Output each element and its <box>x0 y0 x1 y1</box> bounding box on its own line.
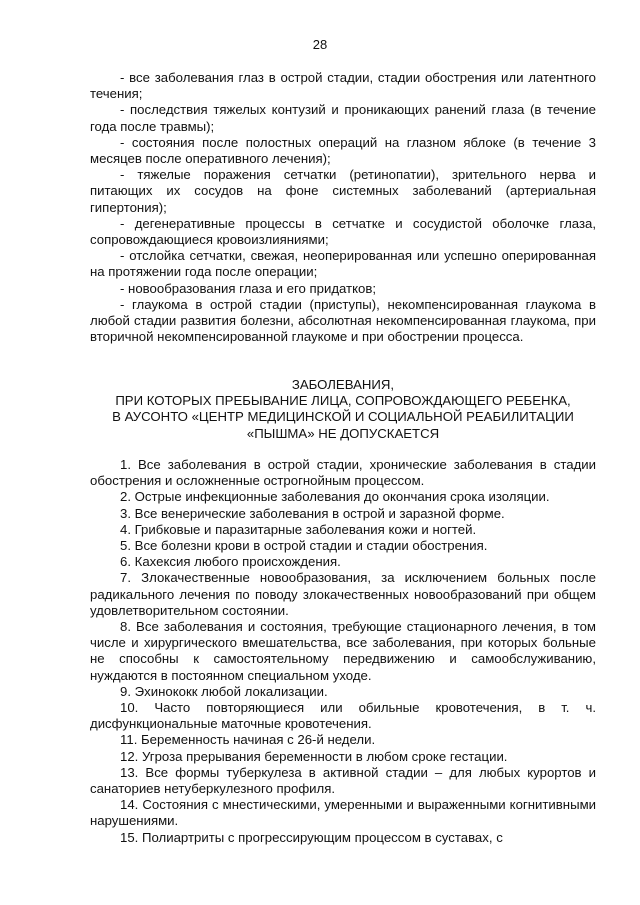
list-item: 15. Полиартриты с прогрессирующим процессом в суставах, с <box>120 829 503 845</box>
heading-line: ЗАБОЛЕВАНИЯ, <box>291 377 395 392</box>
list-item: 7. Злокачественные новообразования, за исключением больных после радикального лечения по поводу злокачественных новообразований при общем удовлетворительном состоянии. <box>90 570 596 618</box>
list-item: 3. Все венерические заболевания в острой и заразной форме. <box>120 505 505 521</box>
list-item: 2. Острые инфекционные заболевания до окончания срока изоляции. <box>120 489 550 505</box>
list-item: - отслойка сетчатки, свежая, неоперированная или успешно оперированная на протяжении года после операции; <box>90 248 596 280</box>
contraindications-eye-list <box>90 70 596 345</box>
list-item: 10. Часто повторяющиеся или обильные кровотечения, в т. ч. дисфункциональные маточные кровотечения. <box>90 700 596 732</box>
heading-line: «ПЫШМА» НЕ ДОПУСКАЕТСЯ <box>246 425 440 441</box>
list-item: - состояния после полостных операций на глазном яблоке (в течение 3 месяцев после оперативного лечения); <box>90 134 596 167</box>
list-item: 13. Все формы туберкулеза в активной стадии – для любых курортов и санаториев нетуберкулезного профиля. <box>90 764 596 797</box>
list-item: - последствия тяжелых контузий и проникающих ранений глаза (в течение года после травмы); <box>90 102 596 134</box>
list-item: 12. Угроза прерывания беременности в любом сроке гестации. <box>120 748 508 764</box>
list-item: - все заболевания глаз в острой стадии, стадии обострения или латентного течения; <box>90 70 596 102</box>
list-item: - тяжелые поражения сетчатки (ретинопатии), зрительного нерва и питающих их сосудов на фоне системных заболеваний (артериальная гипертония); <box>90 167 596 215</box>
section-heading <box>90 377 596 442</box>
list-item: 14. Состояния с мнестическими, умеренными и выраженными когнитивными нарушениями. <box>90 797 596 829</box>
list-item: 6. Кахексия любого происхождения. <box>120 554 341 570</box>
list-item: - новообразования глаза и его придатков; <box>120 280 377 296</box>
list-item: 8. Все заболевания и состояния, требующие стационарного лечения, в том числе и хирургического вмешательства, все заболевания, при которых больные не способны к самостоятельному передвижению и самообслуживанию, нуждаются в постоянном специальном уходе. <box>90 619 596 683</box>
heading-line: ПРИ КОТОРЫХ ПРЕБЫВАНИЕ ЛИЦА, СОПРОВОЖДАЮЩЕГО РЕБЕНКА, <box>115 393 571 409</box>
list-item: 1. Все заболевания в острой стадии, хронические заболевания в стадии обострения и осложненные острогнойным процессом. <box>90 457 596 489</box>
list-item: 5. Все болезни крови в острой стадии и стадии обострения. <box>120 538 488 554</box>
list-item: - глаукома в острой стадии (приступы), некомпенсированная глаукома в любой стадии развития болезни, абсолютная некомпенсированная глаукома, при вторичной некомпенсированной глаукоме и при обострении процесса. <box>90 296 596 345</box>
page-number: 28 <box>312 37 328 52</box>
heading-line: В АУСОНТО «ЦЕНТР МЕДИЦИНСКОЙ И СОЦИАЛЬНОЙ РЕАБИЛИТАЦИИ <box>112 409 574 425</box>
list-item: 11. Беременность начиная с 26-й недели. <box>120 732 376 748</box>
numbered-diseases-list <box>90 457 596 846</box>
list-item: - дегенеративные процессы в сетчатке и сосудистой оболочке глаза, сопровождающиеся кровоизлияниями; <box>90 215 596 248</box>
list-item: 4. Грибковые и паразитарные заболевания кожи и ногтей. <box>120 521 477 537</box>
list-item: 9. Эхинококк любой локализации. <box>120 683 328 699</box>
